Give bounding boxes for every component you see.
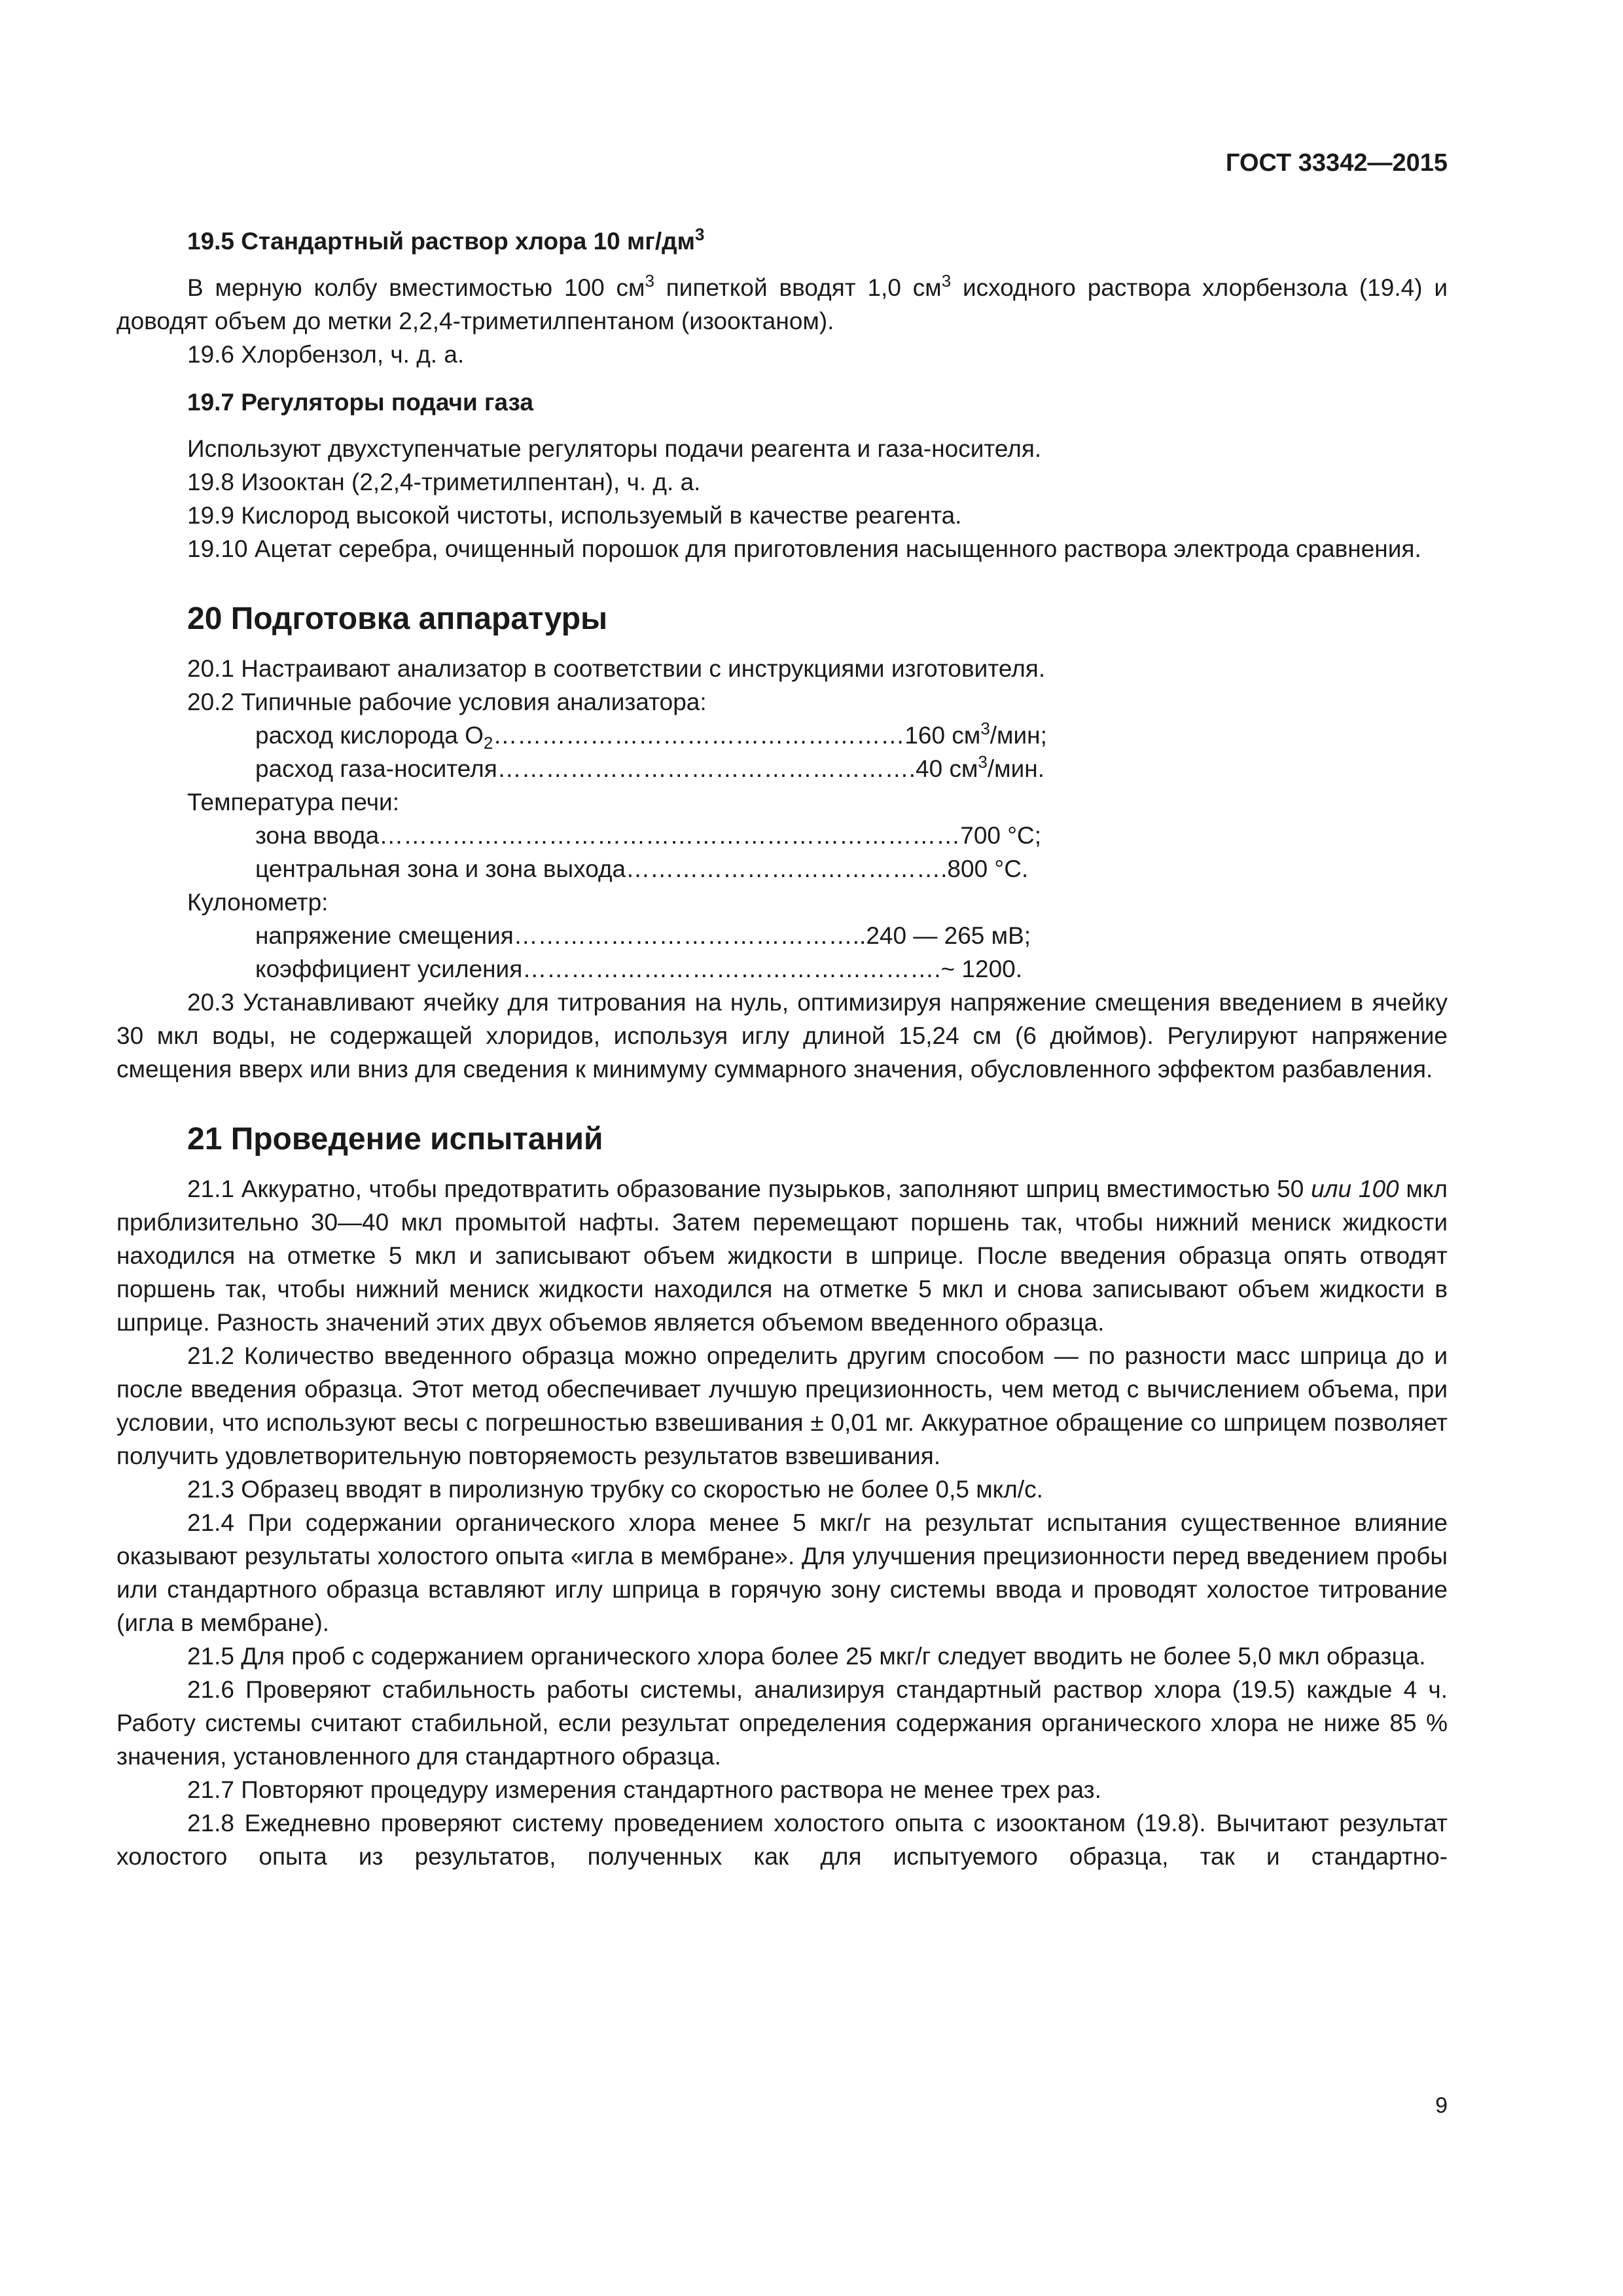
paragraph-19-6: 19.6 Хлорбензол, ч. д. а. <box>187 341 465 368</box>
page-number: 9 <box>1435 2093 1448 2118</box>
paragraph-21-3: 21.3 Образец вводят в пиролизную трубку со скоростью не более 0,5 мкл/с. <box>187 1476 1043 1503</box>
paragraph-20-1: 20.1 Настраивают анализатор в соответствии с инструкциями изготовителя. <box>187 655 1046 682</box>
paragraph-21-6: 21.6 Проверяют стабильность работы системы, анализируя стандартный раствор хлора (19.5) каждые 4 ч. Работу системы считают стабильной, если результат определения содержания органического хлора не ниже 85 % значения, установленного для стандартного образца. <box>116 1676 1448 1770</box>
paragraph-19-5: В мерную колбу вместимостью 100 $см^3$ пипеткой вводят 1,0 $см^3$ исходного раствора хлорбензола (19.4) и доводят объем до метки 2,2,4-триметилпентаном (изооктаном). <box>116 271 1448 334</box>
document-code: ГОСТ 33342—2015 <box>1225 149 1448 177</box>
paragraph-21-2: 21.2 Количество введенного образца можно определить другим способом — по разности масс шприца до и после введения образца. Этот метод обеспечивает лучшую прецизионность, чем метод с вычислением объема, при условии, что используют весы с погрешностью взвешивания ± 0,01 мг. Аккуратное обращение со шприцем позволяет получить удовлетворительную повторяемость результатов взвешивания. <box>116 1342 1448 1469</box>
paragraph-20-2: 20.2 Типичные рабочие условия анализатора: <box>187 689 707 715</box>
subsection-heading-19-7: 19.7 Регуляторы подачи газа <box>187 389 533 416</box>
paragraph-21-7: 21.7 Повторяют процедуру измерения стандартного раствора не менее трех раз. <box>187 1776 1101 1803</box>
carrier-flow-row: расход газа-носителя…………………………………………….40 $см^3$/мин. <box>255 752 1044 782</box>
inlet-zone-row: зона ввода………………………………………………………………700 °С; <box>255 822 1042 849</box>
oxygen-flow-row: расход кислорода $O_2\dots\dots\dots\dots\dots\dots\dots\dots\dots\dots\dots\dots\dots\dots\dots\dots\dots 160$ $см^3$/мин; <box>255 719 1047 753</box>
body-column <box>116 224 1448 1873</box>
gain-row: коэффициент усиления…………………………………………….~ 1200. <box>255 956 1023 982</box>
coulometer-label: Кулонометр: <box>187 889 329 916</box>
paragraph-21-5: 21.5 Для проб с содержанием органического хлора более 25 мкг/г следует вводить не более 5,0 мкл образца. <box>187 1643 1426 1670</box>
central-zone-row: центральная зона и зона выхода………………………………….800 °С. <box>255 855 1029 882</box>
paragraph-19-7: Используют двухступенчатые регуляторы подачи реагента и газа-носителя. <box>187 435 1042 462</box>
paragraph-19-9: 19.9 Кислород высокой чистоты, используемый в качестве реагента. <box>187 502 962 529</box>
section-heading-20: 20 Подготовка аппаратуры <box>187 601 608 636</box>
paragraph-19-10: 19.10 Ацетат серебра, очищенный порошок для приготовления насыщенного раствора электрода сравнения. <box>187 535 1421 562</box>
paragraph-21-4: 21.4 При содержании органического хлора менее 5 мкг/г на результат испытания существенное влияние оказывают результаты холостого опыта «игла в мембране». Для улучшения прецизионности перед введением пробы или стандартного образца вставляют иглу шприца в горячую зону системы ввода и проводят холостое титрование (игла в мембране). <box>116 1509 1448 1636</box>
paragraph-21-8: 21.8 Ежедневно проверяют систему проведением холостого опыта с изооктаном (19.8). Вычитают результат холостого опыта из результатов, полученных как для испытуемого образца, так и стандартно- <box>116 1810 1448 1870</box>
paragraph-20-3: 20.3 Устанавливают ячейку для титрования на нуль, оптимизируя напряжение смещения введением в ячейку 30 мкл воды, не содержащей хлоридов, используя иглу длиной 15,24 см (6 дюймов). Регулируют напряжение смещения вверх или вниз для сведения к минимуму суммарного значения, обусловленного эффектом разбавления. <box>116 989 1448 1083</box>
section-heading-21: 21 Проведение испытаний <box>187 1122 603 1157</box>
paragraph-21-1: 21.1 Аккуратно, чтобы предотвратить образование пузырьков, заполняют шприц вместимостью 50 или 100 мкл приблизительно 30—40 мкл промытой нафты. Затем перемещают поршень так, чтобы нижний мениск жидкости находился на отметке 5 мкл и записывают объем жидкости в шприце. После введения образца опять отводят поршень так, чтобы нижний мениск жидкости находился на отметке 5 мкл и снова записывают объем жидкости в шприце. Разность значений этих двух объемов является объемом введенного образца. <box>116 1175 1448 1336</box>
paragraph-19-8: 19.8 Изооктан (2,2,4-триметилпентан), ч. д. а. <box>187 469 701 495</box>
furnace-temperature-label: Температура печи: <box>187 789 399 816</box>
subsection-heading-19-5: 19.5 Стандартный раствор хлора 10 $мг/дм^3$ <box>187 224 705 255</box>
bias-voltage-row: напряжение смещения……………………………………..240 — 265 мВ; <box>255 922 1031 949</box>
